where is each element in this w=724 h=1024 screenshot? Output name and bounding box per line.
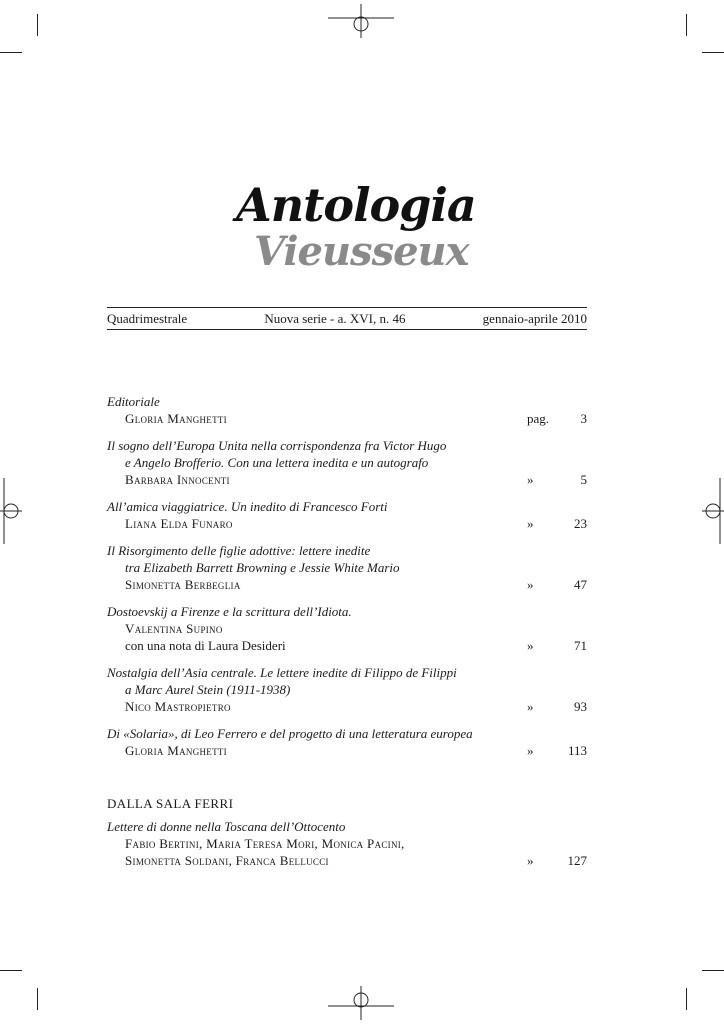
page-number: 47 <box>574 577 587 592</box>
entry-author: Liana Elda Funaro <box>125 516 233 531</box>
entry-page <box>527 742 587 759</box>
entry-title: Il Risorgimento delle figlie adottive: lettere inedite <box>107 543 371 558</box>
entry-title-continued: e Angelo Brofferio. Con una lettera inedita e un autografo <box>125 455 429 470</box>
entry-title: Nostalgia dell’Asia centrale. Le lettere inedite di Filippo de Filippi <box>107 665 457 680</box>
entry-page <box>527 471 587 488</box>
page-marker: pag. <box>527 411 550 426</box>
date-label: gennaio-aprile 2010 <box>482 311 587 326</box>
entry-title: All’amica viaggiatrice. Un inedito di Francesco Forti <box>107 499 388 514</box>
entry-page <box>527 852 587 869</box>
page-number: 127 <box>567 853 587 868</box>
registration-mark-right <box>702 478 724 544</box>
entry-title: Editoriale <box>107 394 160 409</box>
entry-page <box>527 576 587 593</box>
crop-mark <box>702 970 724 971</box>
series-label: Nuova serie - a. XVI, n. 46 <box>264 311 406 326</box>
entry-author: Barbara Innocenti <box>125 472 230 487</box>
entry-page <box>527 515 587 532</box>
entry-page <box>527 410 587 427</box>
logo-line-antologia: Antologia <box>236 178 476 232</box>
page-marker: » <box>527 699 534 714</box>
toc-entry <box>107 542 587 593</box>
crop-mark <box>0 970 22 971</box>
toc-entry <box>107 393 587 427</box>
page-marker: » <box>527 638 534 653</box>
entry-author: Nico Mastropietro <box>125 699 231 714</box>
toc-entry <box>107 664 587 715</box>
entry-author: Valentina Supino <box>125 621 223 636</box>
toc-entry <box>107 498 587 532</box>
entry-page <box>527 637 587 654</box>
entry-author: Gloria Manghetti <box>125 411 227 426</box>
toc-entry <box>107 603 587 654</box>
page-number: 113 <box>567 743 587 758</box>
frequency-label: Quadrimestrale <box>107 311 188 326</box>
header-rule-bottom <box>107 329 587 330</box>
crop-mark <box>0 52 22 53</box>
registration-mark-bottom <box>328 984 394 1024</box>
entry-page <box>527 698 587 715</box>
page-number: 93 <box>574 699 587 714</box>
entry-title: Lettere di donne nella Toscana dell’Ottocento <box>107 819 346 834</box>
crop-mark <box>37 988 38 1010</box>
page-number: 23 <box>574 516 587 531</box>
crop-mark <box>37 14 38 36</box>
page-marker: » <box>527 743 534 758</box>
logo-line-vieusseux: Vieusseux <box>254 228 469 275</box>
toc-entry <box>107 437 587 488</box>
journal-logo <box>236 178 496 298</box>
page-number: 5 <box>580 472 587 487</box>
page-marker: » <box>527 472 534 487</box>
page-number: 71 <box>574 638 587 653</box>
crop-mark <box>702 52 724 53</box>
registration-mark-top <box>328 0 394 40</box>
entry-title-continued: a Marc Aurel Stein (1911-1938) <box>125 682 291 697</box>
registration-mark-left <box>0 478 22 544</box>
entry-title: Di «Solaria», di Leo Ferrero e del progetto di una letteratura europea <box>107 726 473 741</box>
toc-entry <box>107 725 587 759</box>
header-rule-top <box>107 307 587 308</box>
entry-author: Fabio Bertini, Maria Teresa Mori, Monica Pacini, <box>125 836 405 851</box>
toc-entry <box>107 818 587 869</box>
entry-author: Simonetta Berbeglia <box>125 577 241 592</box>
crop-mark <box>686 14 687 36</box>
entry-title-continued: tra Elizabeth Barrett Browning e Jessie White Mario <box>125 560 400 575</box>
entry-title: Il sogno dell’Europa Unita nella corrispondenza fra Victor Hugo <box>107 438 447 453</box>
page-marker: » <box>527 577 534 592</box>
section-heading: DALLA SALA FERRI <box>107 796 234 811</box>
table-of-contents <box>107 393 587 869</box>
issue-header <box>107 311 587 327</box>
entry-title: Dostoevskij a Firenze e la scrittura dell’Idiota. <box>107 604 352 619</box>
crop-mark <box>686 988 687 1010</box>
entry-author-continued: Simonetta Soldani, Franca Bellucci <box>125 853 329 868</box>
entry-note: con una nota di Laura Desideri <box>125 638 286 653</box>
entry-author: Gloria Manghetti <box>125 743 227 758</box>
page-marker: » <box>527 516 534 531</box>
page-marker: » <box>527 853 534 868</box>
page-number: 3 <box>580 411 587 426</box>
